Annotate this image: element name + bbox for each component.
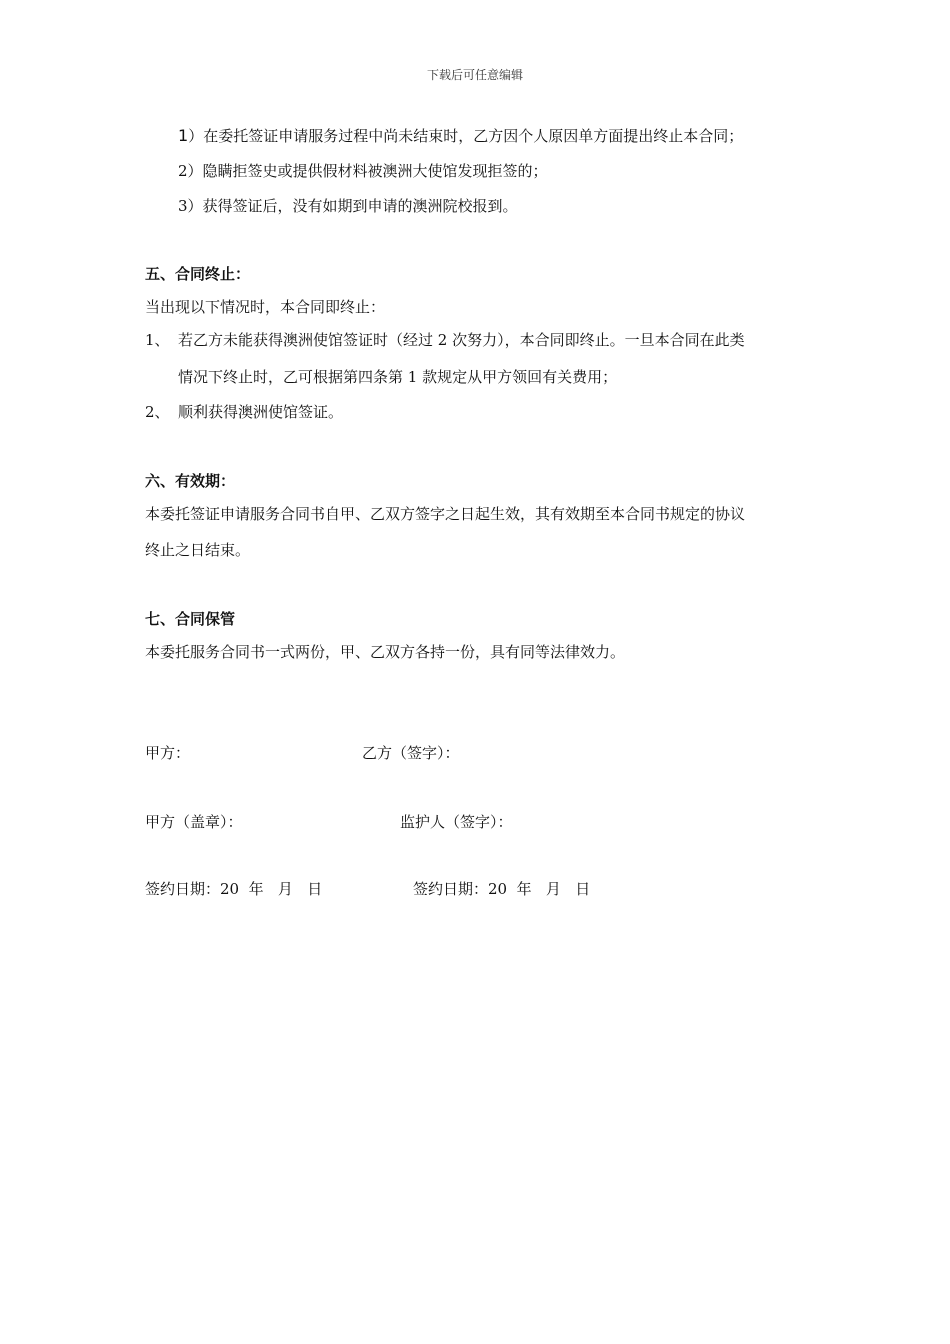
list-item-text: ）在委托签证申请服务过程中尚未结束时，乙方因个人原因单方面提出终止本合同；	[188, 127, 744, 145]
party-a-seal-label: 甲方（盖章）：	[145, 813, 243, 831]
section-heading: 七、合同保管	[145, 610, 236, 628]
item-text: 若乙方未能获得澳洲使馆签证时（经过 2 次努力），本合同即终止。一旦本合同在此类	[178, 331, 745, 349]
item-marker: 2、	[145, 403, 170, 421]
list-item: 2）隐瞒拒签史或提供假材料被澳洲大使馆发现拒签的；	[178, 162, 548, 180]
page-header: 下载后可任意编辑	[426, 68, 523, 82]
sign-date-b: 签约日期：20 年 月 日	[413, 880, 591, 898]
paragraph-line: 本委托服务合同书一式两份，甲、乙双方各持一份，具有同等法律效力。	[145, 643, 626, 661]
guardian-label: 监护人（签字）：	[400, 813, 513, 831]
paragraph-line: 终止之日结束。	[145, 541, 251, 559]
list-item-number: 1	[178, 126, 189, 145]
item-text: 顺利获得澳洲使馆签证。	[178, 403, 344, 421]
list-item	[178, 126, 743, 146]
paragraph-line: 本委托签证申请服务合同书自甲、乙双方签字之日起生效，其有效期至本合同书规定的协议	[145, 505, 746, 523]
section-heading: 五、合同终止：	[145, 265, 251, 283]
sign-date-a: 签约日期：20 年 月 日	[145, 880, 323, 898]
party-a-label: 甲方：	[145, 744, 191, 762]
section-heading: 六、有效期：	[145, 472, 236, 490]
list-item: 3）获得签证后，没有如期到申请的澳洲院校报到。	[178, 197, 518, 215]
item-marker: 1、	[145, 331, 170, 349]
party-b-label: 乙方（签字）：	[362, 744, 460, 762]
section-intro: 当出现以下情况时，本合同即终止：	[145, 298, 386, 316]
item-text-continued: 情况下终止时，乙可根据第四条第 1 款规定从甲方领回有关费用；	[178, 368, 618, 386]
